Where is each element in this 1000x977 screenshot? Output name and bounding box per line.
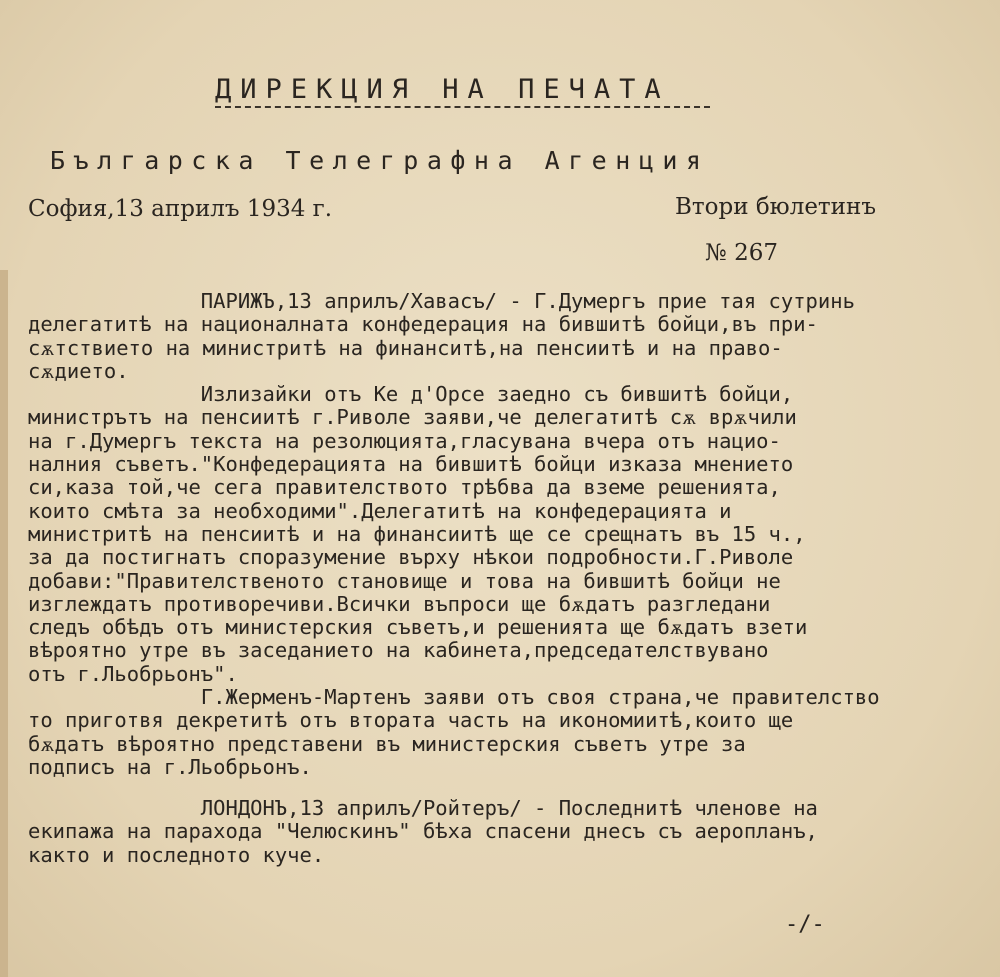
news-item-paris [28, 290, 880, 779]
dateline: София,13 априлъ 1934 г. [28, 196, 333, 222]
page-end-mark: -/- [785, 912, 825, 937]
directorate-heading: ДИРЕКЦИЯ НА ПЕЧАТА [215, 74, 670, 105]
text-line: налния съветъ."Конфедерацията на бившитѣ бойци изказа мнението [28, 452, 794, 477]
text-line: следъ обѣдъ отъ министерския съветъ,и решенията ще бѫдатъ взети [28, 615, 808, 640]
bulletin-label: Втори бюлетинъ [675, 194, 876, 220]
text-line: екипажа на парахода "Челюскинъ" бѣха спасени днесъ съ аеропланъ, [28, 819, 818, 844]
text-line: както и последното куче. [28, 842, 325, 867]
text-line: Излизайки отъ Ке д'Орсе заедно съ бившитѣ бойци, [28, 382, 794, 407]
news-item-london [28, 797, 818, 867]
bulletin-number: № 267 [705, 240, 778, 266]
text-line: сѫдието. [28, 358, 129, 383]
text-line: си,каза той,че сега правителството трѣбва да вземе решенията, [28, 475, 781, 500]
text-line: за да постигнатъ споразумение върху нѣкои подробности.Г.Риволе [28, 545, 794, 570]
text-line: които смѣта за необходими".Делегатитѣ на конфедерацията и [28, 498, 732, 523]
text-line: сѫтствието на министритѣ на финанситѣ,на пенсиитѣ и на право- [28, 335, 783, 360]
text-line: министритѣ на пенсиитѣ и на финансиитѣ ще се срещнатъ въ 15 ч., [28, 521, 806, 546]
agency-name: Българска Телеграфна Агенция [50, 146, 710, 175]
text-line: то приготвя декретитѣ отъ втората часть на икономиитѣ,които ще [28, 708, 794, 733]
text-line: бѫдатъ вѣроятно представени въ министерския съветъ утре за [28, 731, 746, 756]
text-line: подписъ на г.Льобрьонъ. [28, 754, 312, 779]
text-line: ПАРИЖЪ,13 априлъ/Хавасъ/ - Г.Думергъ прие тая сутринь [28, 289, 855, 313]
text-line: добави:"Правителственото становище и това на бившитѣ бойци не [28, 568, 781, 593]
text-line: вѣроятно утре въ заседанието на кабинета,председателствувано [28, 638, 769, 663]
text-line: Г.Жерменъ-Мартенъ заяви отъ своя страна,че правителство [28, 685, 880, 710]
text-line: на г.Думергъ текста на резолюцията,гласувана вчера отъ нацио- [28, 428, 781, 453]
text-line: изглеждатъ противоречиви.Всички въпроси ще бѫдатъ разгледани [28, 591, 771, 616]
text-line: ЛОНДОНЪ,13 априлъ/Ройтеръ/ - Последнитѣ членове на [28, 796, 818, 820]
text-line: отъ г.Льобрьонъ". [28, 661, 238, 686]
heading-underline [215, 106, 710, 108]
text-line: министрътъ на пенсиитѣ г.Риволе заяви,че делегатитѣ сѫ врѫчили [28, 405, 797, 430]
text-line: делегатитѣ на националната конфедерация на бившитѣ бойци,въ при- [28, 312, 818, 337]
